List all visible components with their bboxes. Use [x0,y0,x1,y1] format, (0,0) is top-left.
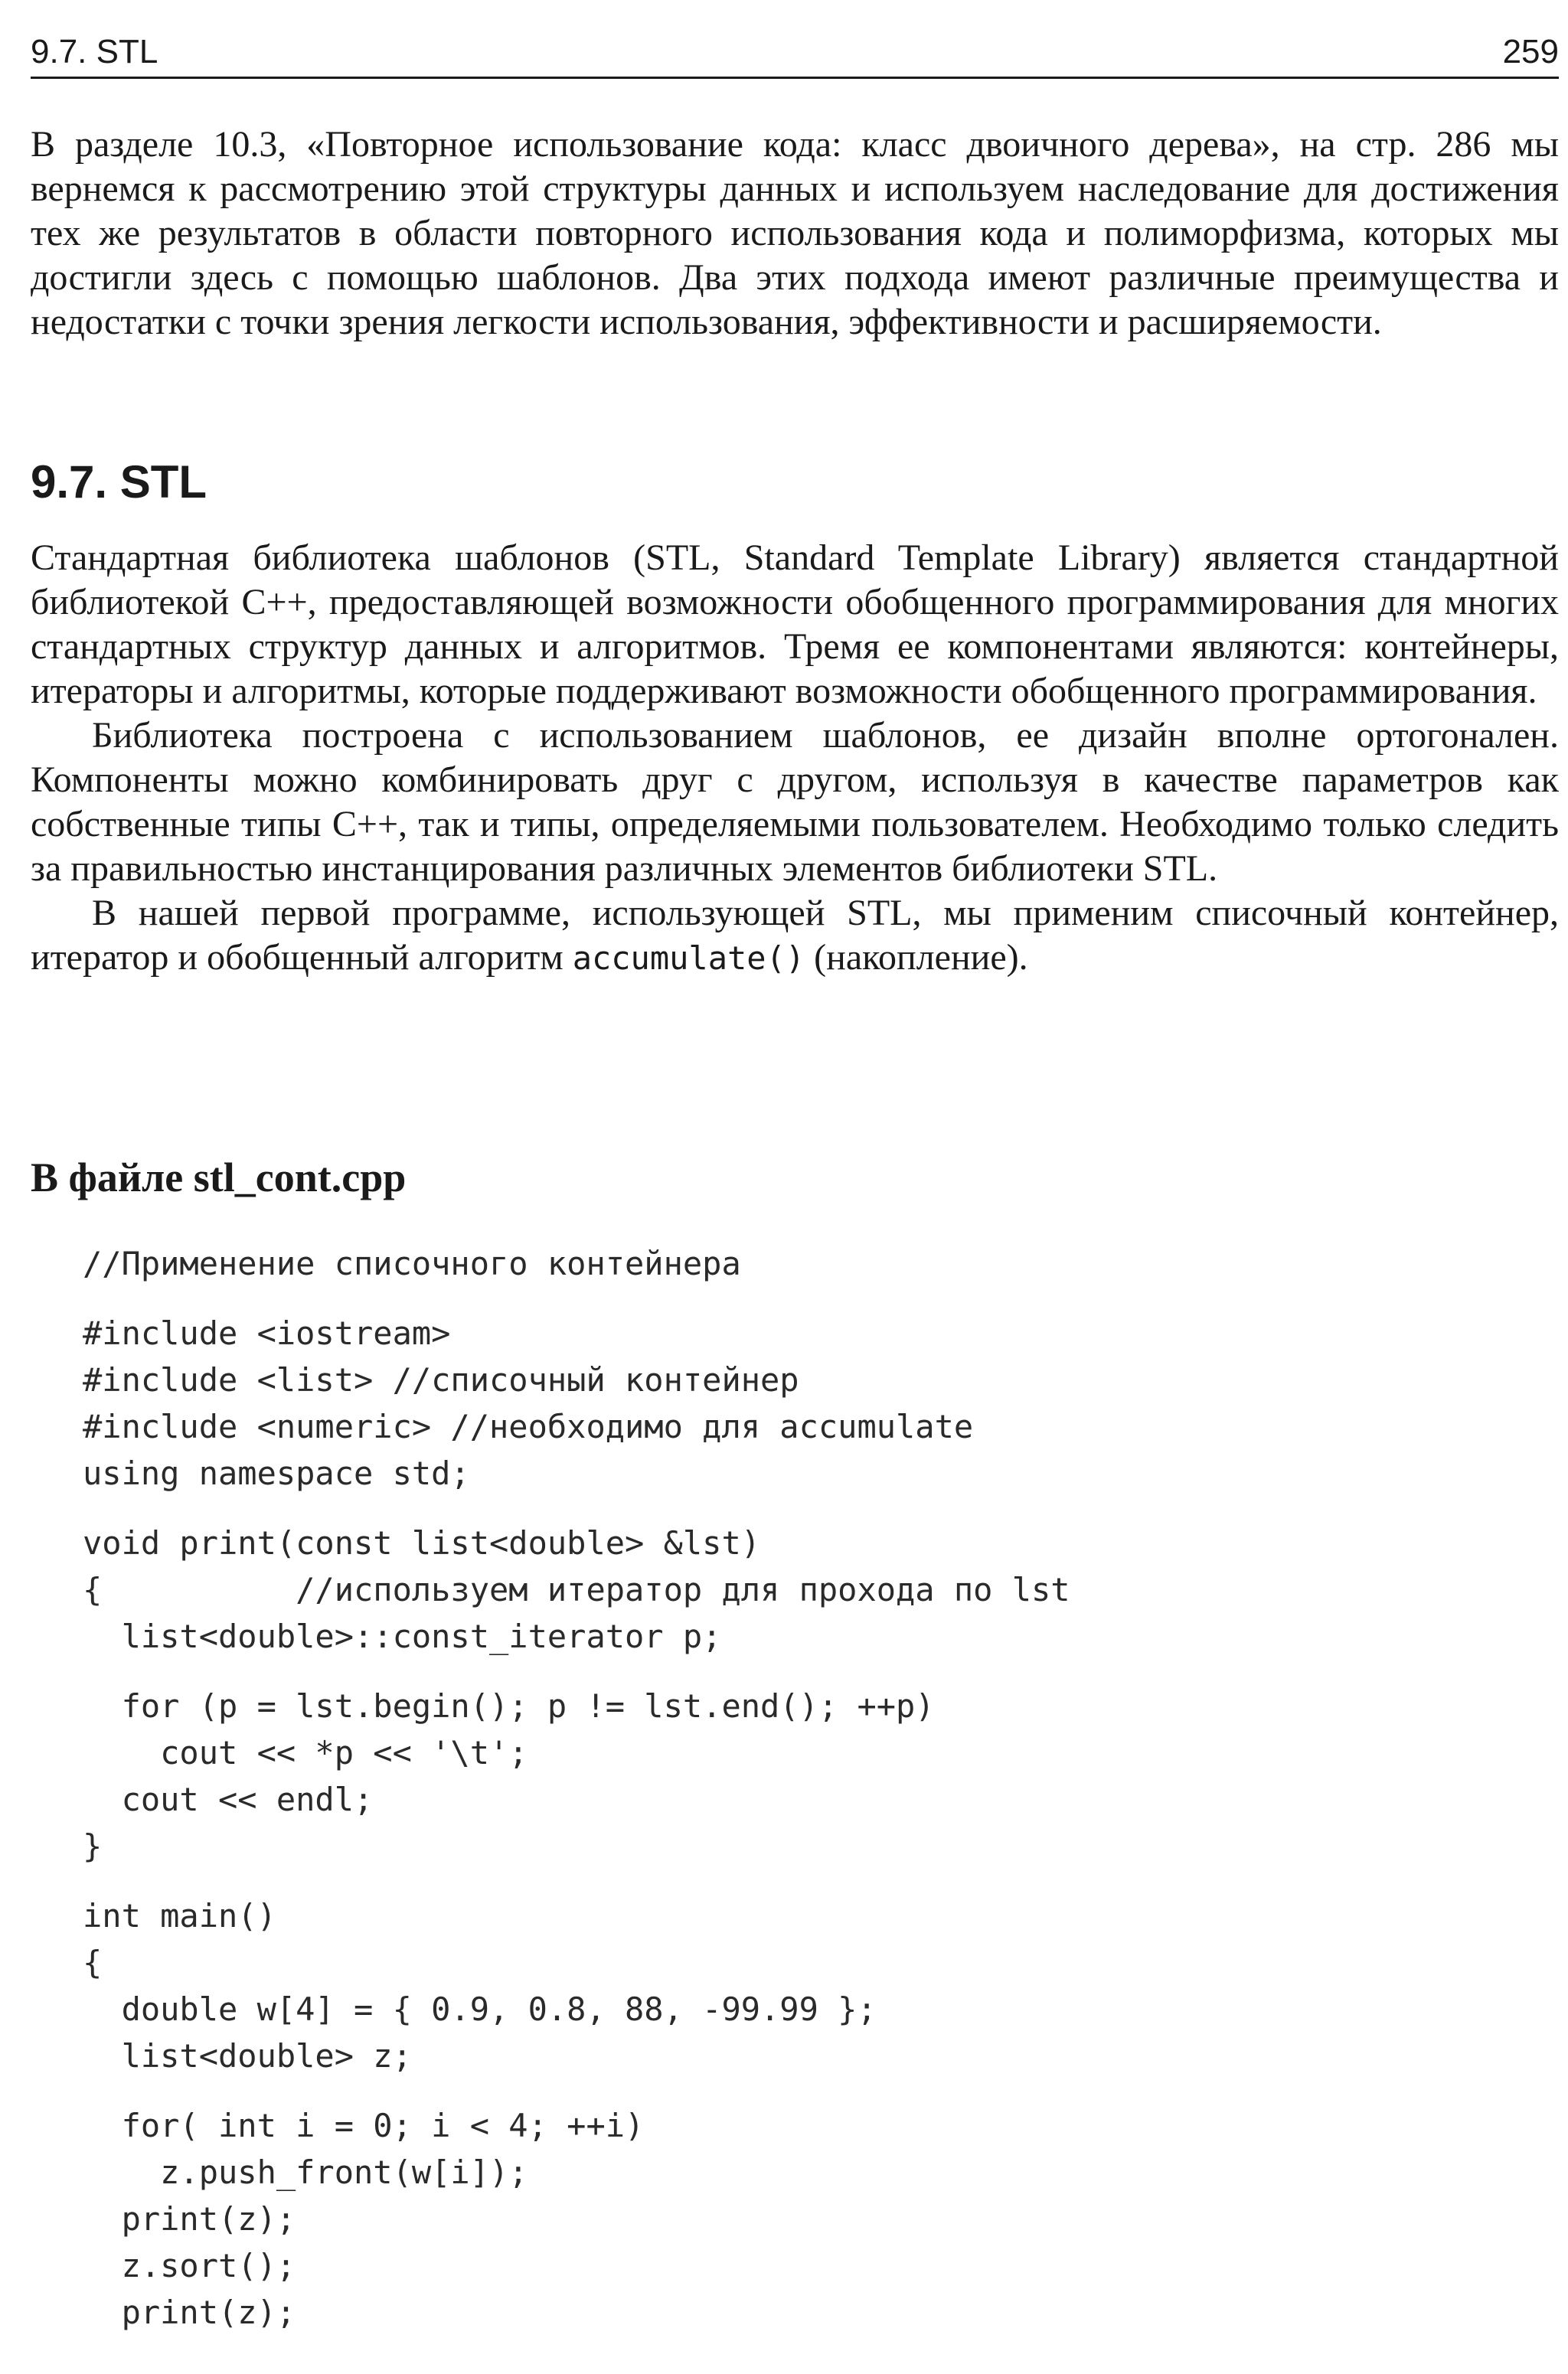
code-line: using namespace std; [83,1455,470,1492]
code-line: list<double>::const_iterator p; [83,1618,722,1655]
code-spacer [83,1660,1537,1683]
code-line: z.sort(); [83,2247,296,2284]
code-line: int main() [83,1897,276,1935]
paragraph-library-design: Библиотека построена с использованием шаблонов, ее дизайн вполне ортогонален. Компоненты можно комбинировать друг с другом, используя в качестве параметров как собственные типы C++, так и типы, определяемыми пользователем. Необходимо только следить за правильностью инстанцирования различных элементов библиотеки STL. [31,715,1559,889]
code-spacer [83,1869,1537,1892]
code-line: #include <list> //списочный контейнер [83,1361,799,1399]
paragraph-first-program-tail: (накопление). [805,937,1028,978]
code-line: print(z); [83,2200,296,2238]
code-spacer [83,1287,1537,1310]
code-line: void print(const list<double> &lst) [83,1524,761,1562]
code-line: cout << endl; [83,1781,374,1818]
code-line: #include <numeric> //необходимо для accumulate [83,1408,974,1445]
code-line: cout << *p << '\t'; [83,1734,528,1772]
paragraph-first-program [31,891,1559,981]
code-line: list<double> z; [83,2037,412,2075]
running-header [31,29,1559,75]
paragraph-stl-definition: Стандартная библиотека шаблонов (STL, Standard Template Library) является стандартной библиотекой C++, предоставляющей возможности обобщенного программирования для многих стандартных структур данных и алгоритмов. Тремя ее компонентами являются: контейнеры, итераторы и алгоритмы, которые поддерживают возможности обобщенного программирования. [31,537,1559,711]
code-line: z.push_front(w[i]); [83,2154,528,2191]
page-number: 259 [1502,33,1559,70]
code-line: { //используем итератор для прохода по lst [83,1571,1070,1608]
code-spacer [83,1497,1537,1520]
code-line: for( int i = 0; i < 4; ++i) [83,2107,645,2144]
code-line: print(z); [83,2294,296,2331]
code-line: } [83,1827,103,1865]
code-line: #include <iostream> [83,1314,451,1352]
paragraph-first-program-text: В нашей первой программе, использующей STL, мы применим списочный контейнер, итератор и обобщенный алгоритм [31,893,1559,978]
code-line: { [83,1944,103,1981]
section-body [31,536,1559,981]
header-rule [31,77,1559,79]
code-listing [83,1240,1537,2336]
inline-code-accumulate: accumulate() [572,939,805,977]
code-line: //Применение списочного контейнера [83,1245,741,1282]
section-heading: 9.7. STL [31,456,207,508]
code-line: for (p = lst.begin(); p != lst.end(); ++p) [83,1687,935,1725]
code-line: double w[4] = { 0.9, 0.8, 88, -99.99 }; [83,1990,877,2028]
header-section-title: 9.7. STL [31,33,158,70]
paragraph-intro: В разделе 10.3, «Повторное использование кода: класс двоичного дерева», на стр. 286 мы вернемся к рассмотрению этой структуры данных и используем наследование для достижения тех же результатов в области повторного использования кода и полиморфизма, которых мы достигли здесь с помощью шаблонов. Два этих подхода имеют различные преимущества и недостатки с точки зрения легкости использования, эффективности и расширяемости. [31,124,1559,342]
file-heading: В файле stl_cont.cpp [31,1154,407,1200]
code-spacer [83,2079,1537,2102]
